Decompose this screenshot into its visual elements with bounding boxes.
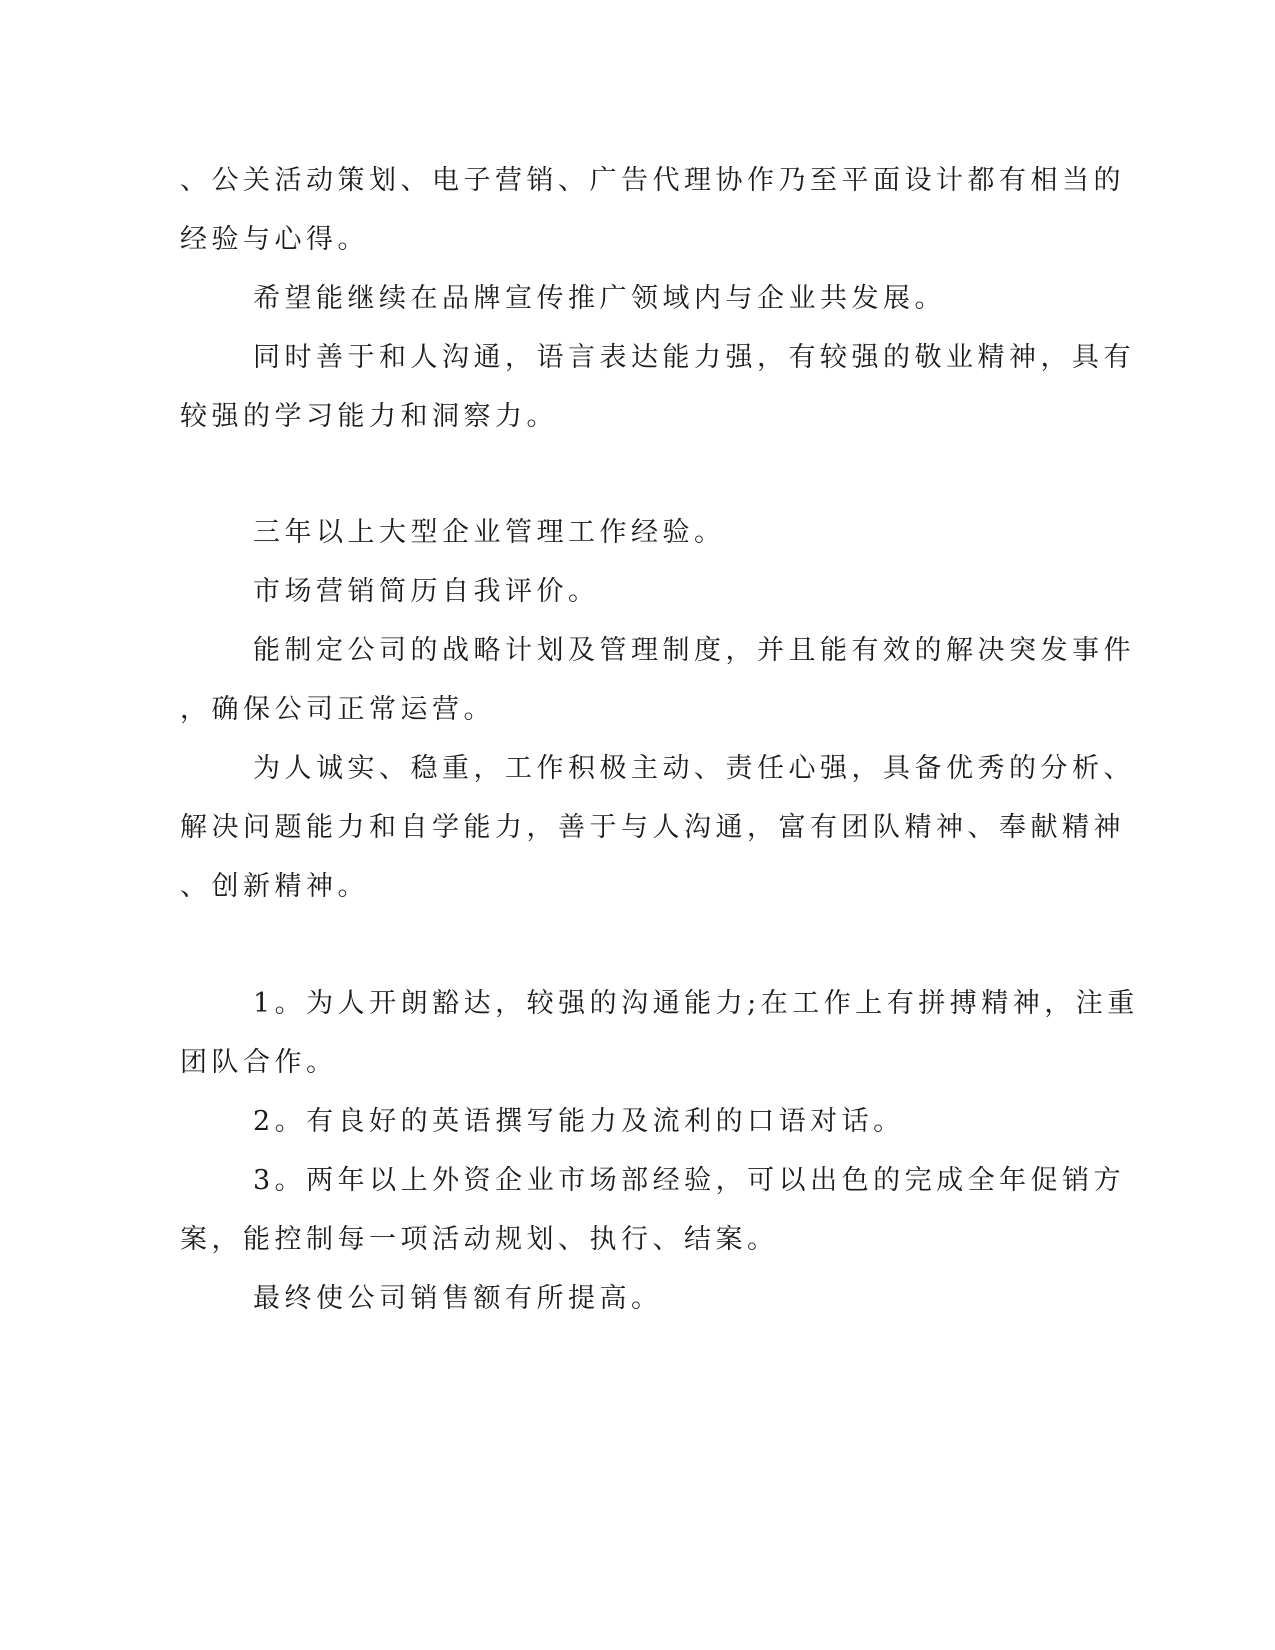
paragraph-start: 三年以上大型企业管理工作经验。 — [253, 517, 726, 548]
text-line: 案，能控制每一项活动规划、执行、结案。 — [180, 1224, 779, 1255]
text-line: 、创新精神。 — [180, 871, 369, 902]
text-line: 较强的学习能力和洞察力。 — [180, 401, 558, 432]
paragraph-start: 希望能继续在品牌宣传推广领域内与企业共发展。 — [253, 283, 946, 314]
list-item-1: 1。为人开朗豁达，较强的沟通能力;在工作上有拼搏精神，注重 — [253, 988, 1139, 1019]
text-line: ，确保公司正常运营。 — [180, 694, 495, 725]
text-line: 解决问题能力和自学能力，善于与人沟通，富有团队精神、奉献精神 — [180, 812, 1125, 843]
list-item-2: 2。有良好的英语撰写能力及流利的口语对话。 — [253, 1106, 905, 1137]
paragraph-start: 最终使公司销售额有所提高。 — [253, 1283, 663, 1314]
paragraph-start: 同时善于和人沟通，语言表达能力强，有较强的敬业精神，具有 — [253, 342, 1135, 373]
text-line: 团队合作。 — [180, 1047, 338, 1078]
list-item-3: 3。两年以上外资企业市场部经验，可以出色的完成全年促销方 — [253, 1165, 1126, 1196]
text-line: 经验与心得。 — [180, 224, 369, 255]
text-line: 、公关活动策划、电子营销、广告代理协作乃至平面设计都有相当的 — [180, 165, 1125, 196]
paragraph-start: 市场营销简历自我评价。 — [253, 576, 600, 607]
paragraph-start: 能制定公司的战略计划及管理制度，并且能有效的解决突发事件 — [253, 635, 1135, 666]
paragraph-start: 为人诚实、稳重，工作积极主动、责任心强，具备优秀的分析、 — [253, 753, 1135, 784]
